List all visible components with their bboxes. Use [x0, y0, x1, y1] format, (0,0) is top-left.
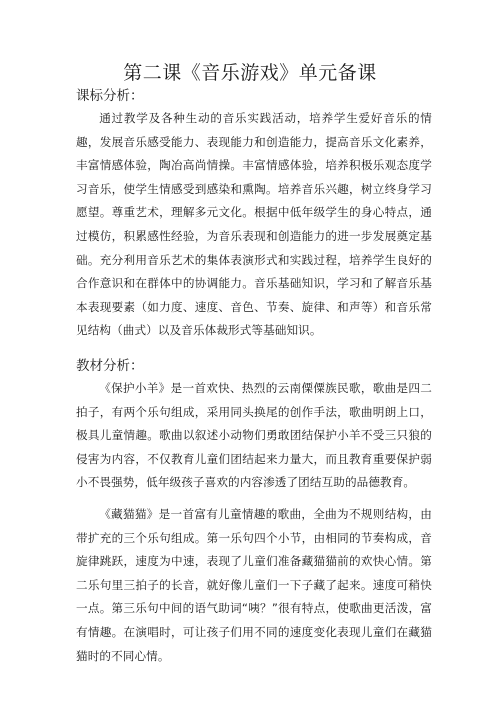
paragraph-protect-lambs: 《保护小羊》是一首欢快、热烈的云南傈僳族民歌，歌曲是四二拍子，有两个乐句组成，采用同头换尾的创作手法，歌曲明朗上口，极具儿童情趣。歌曲以叙述小动物们勇敢团结保护小羊不受三只狼的侵害为内容，不仅教育儿童们团结起来力量大，而且教育重要保护弱小不畏强势，低年级孩子喜欢的内容渗透了团结互助的品德教育。 — [76, 381, 432, 490]
section-heading-curriculum: 课标分析： — [76, 88, 144, 104]
page-title: 第二课《音乐游戏》单元备课 — [123, 62, 377, 84]
section-heading-textbook: 教材分析： — [76, 358, 144, 374]
paragraph-hide-and-seek: 《藏猫猫》是一首富有儿童情趣的歌曲，全曲为不规则结构，由带扩充的三个乐句组成。第一乐句四个小节，由相同的节奏构成，音旋律跳跃，速度为中速，表现了儿童们准备藏猫猫前的欢快心情。第二乐句里三拍子的长音，就好像儿童们一下子藏了起来。速度可稍快一点。第三乐句中间的语气助词“咦？”很有特点，使歌曲更活泼，富有情趣。在演唱时，可让孩子们用不同的速度变化表现儿童们在藏猫猫时的不同心情。 — [76, 507, 432, 663]
paragraph-curriculum-analysis: 通过教学及各种生动的音乐实践活动，培养学生爱好音乐的情趣，发展音乐感受能力、表现能力和创造能力，提高音乐文化素养，丰富情感体验，陶冶高尚情操。丰富情感体验，培养积极乐观态度学习音乐，使学生情感受到感染和熏陶。培养音乐兴趣，树立终身学习愿望。尊重艺术，理解多元文化。根据中低年级学生的身心特点，通过模仿，积累感性经验，为音乐表现和创造能力的进一步发展奠定基础。充分利用音乐艺术的集体表演形式和实践过程，培养学生良好的合作意识和在群体中的协调能力。音乐基础知识，学习和了解音乐基本表现要素（如力度、速度、音色、节奏、旋律、和声等）和音乐常见结构（曲式）以及音乐体裁形式等基础知识。 — [76, 111, 432, 338]
